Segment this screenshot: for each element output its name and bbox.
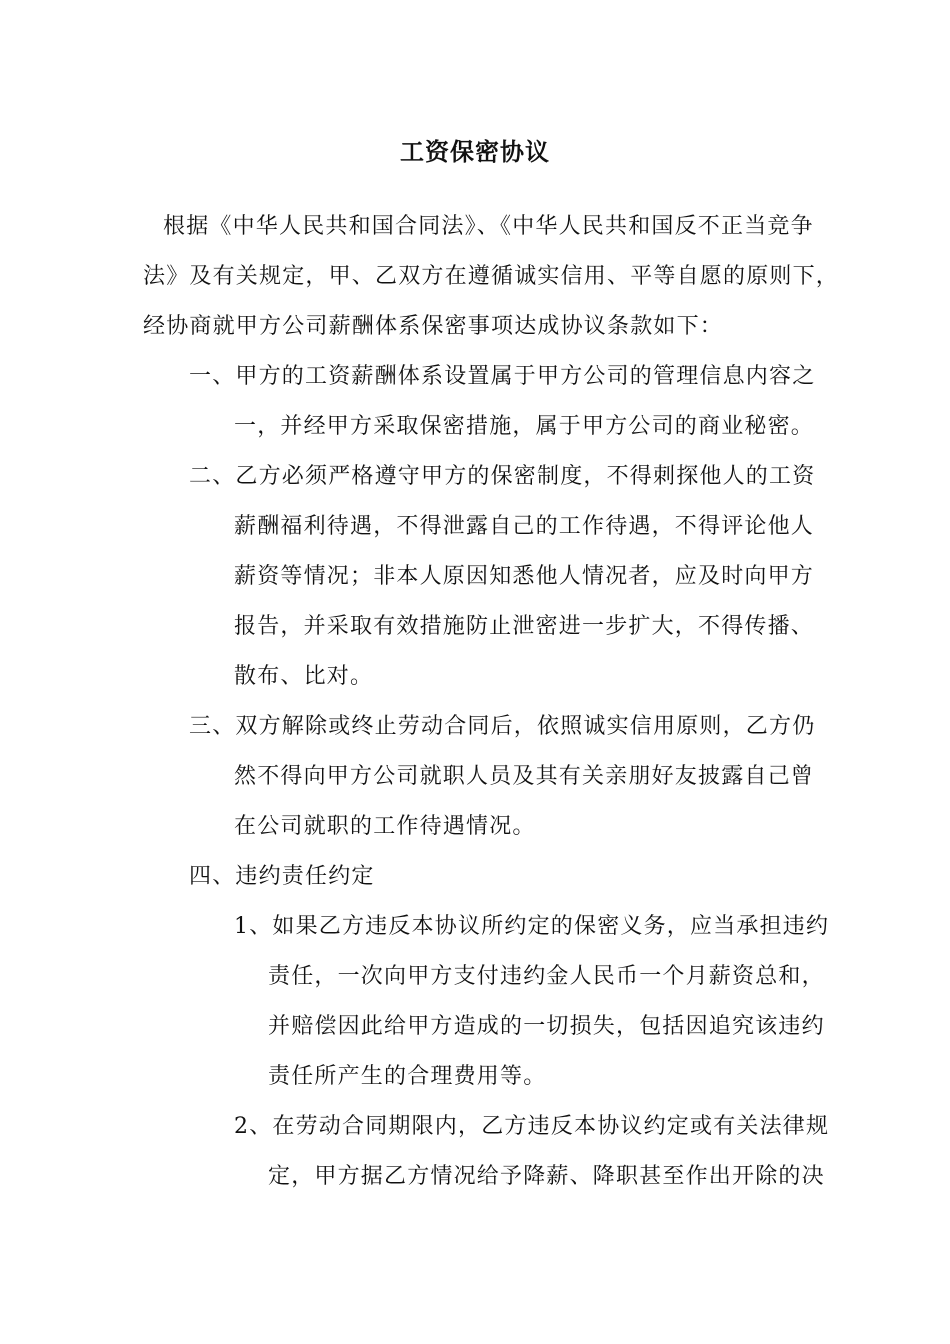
clause3-line-2: 然不得向甲方公司就职人员及其有关亲朋好友披露自己曾 <box>234 764 815 789</box>
clause2-line-1: 二、乙方必须严格遵守甲方的保密制度，不得刺探他人的工资 <box>189 464 816 489</box>
clause4-sub2-line-1: 2、在劳动合同期限内，乙方违反本协议约定或有关法律规 <box>234 1114 830 1139</box>
page-title: 工资保密协议 <box>400 137 550 166</box>
clause4-sub1-line-4: 责任所产生的合理费用等。 <box>268 1064 547 1089</box>
clause1-line-2: 一，并经甲方采取保密措施，属于甲方公司的商业秘密。 <box>234 414 815 439</box>
clause3-line-3: 在公司就职的工作待遇情况。 <box>234 814 536 839</box>
preamble-line-2: 法》及有关规定，甲、乙双方在遵循诚实信用、平等自愿的原则下， <box>143 264 840 289</box>
preamble-line-3: 经协商就甲方公司薪酬体系保密事项达成协议条款如下： <box>143 314 724 339</box>
clause4-heading: 四、违约责任约定 <box>189 864 375 889</box>
clause2-line-3: 薪资等情况；非本人原因知悉他人情况者，应及时向甲方 <box>234 564 815 589</box>
preamble-line-1: 根据《中华人民共和国合同法》、《中华人民共和国反不正当竞争 <box>163 214 814 239</box>
clause4-sub1-line-2: 责任，一次向甲方支付违约金人民币一个月薪资总和， <box>268 964 825 989</box>
clause3-line-1: 三、双方解除或终止劳动合同后，依照诚实信用原则，乙方仍 <box>189 714 816 739</box>
clause4-sub1-line-3: 并赔偿因此给甲方造成的一切损失，包括因追究该违约 <box>268 1014 825 1039</box>
clause4-sub1-line-1: 1、如果乙方违反本协议所约定的保密义务，应当承担违约 <box>234 914 830 939</box>
clause2-line-2: 薪酬福利待遇，不得泄露自己的工作待遇，不得评论他人 <box>234 514 815 539</box>
clause1-line-1: 一、甲方的工资薪酬体系设置属于甲方公司的管理信息内容之 <box>189 364 816 389</box>
clause2-line-4: 报告，并采取有效措施防止泄密进一步扩大，不得传播、 <box>234 614 815 639</box>
clause2-line-5: 散布、比对。 <box>234 664 374 689</box>
clause4-sub2-line-2: 定，甲方据乙方情况给予降薪、降职甚至作出开除的决 <box>268 1164 825 1189</box>
